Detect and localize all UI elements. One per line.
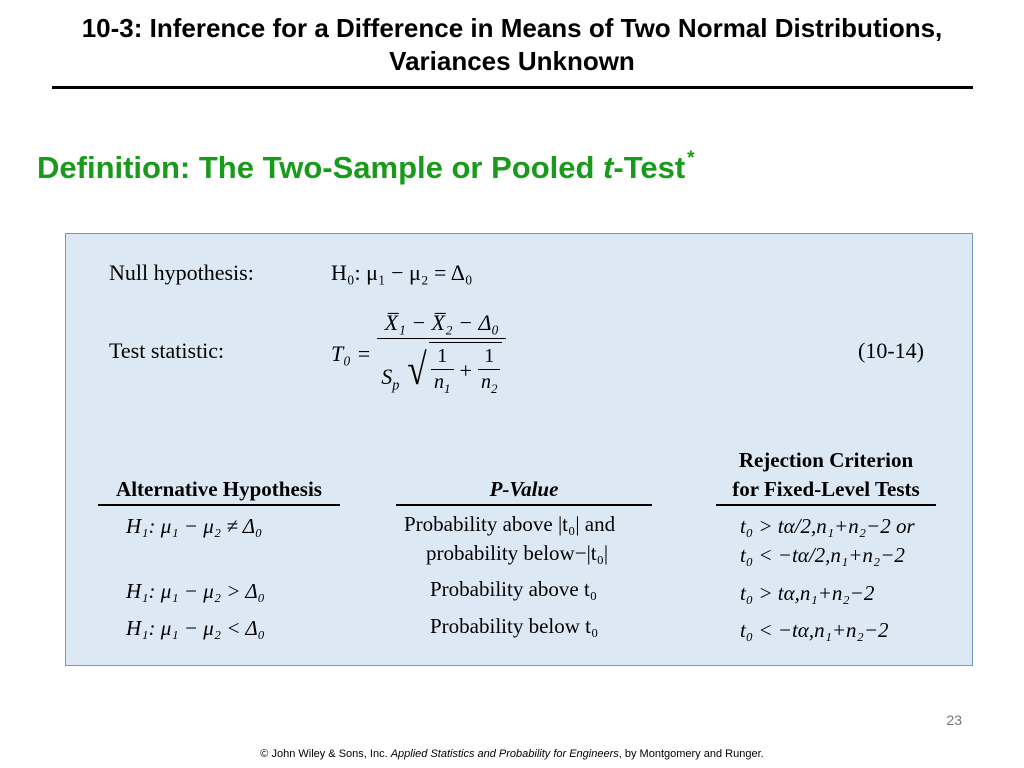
heading-suffix: -Test bbox=[613, 150, 686, 185]
header-rule-pvalue bbox=[396, 504, 652, 506]
null-hypothesis-expression: H₀: μ₁ − μ₂ = Δ₀ bbox=[331, 260, 473, 285]
header-p-value: P-Value bbox=[489, 477, 559, 501]
page-number: 23 bbox=[946, 712, 962, 728]
row1-pvalue-line1: Probability above |t₀| and bbox=[404, 512, 616, 536]
sqrt-symbol: √ bbox=[407, 344, 427, 394]
test-statistic-label: Test statistic: bbox=[109, 338, 225, 363]
heading-t: t bbox=[603, 150, 614, 185]
one-over-n1: $\frac{1}{n_1}$ bbox=[431, 345, 454, 397]
row1-rejection-line1: t₀ > tα/2,n₁+n₂−2 or bbox=[740, 514, 915, 538]
slide-title: 10-3: Inference for a Difference in Means of Two Normal Distributions, Variances Unknown bbox=[81, 13, 943, 76]
header-rule-alt bbox=[98, 504, 340, 506]
title-underline bbox=[52, 86, 973, 89]
equation-number: (10-14) bbox=[858, 338, 924, 363]
row1-rejection-line2: t₀ < −tα/2,n₁+n₂−2 bbox=[740, 543, 905, 567]
definition-box bbox=[65, 233, 973, 666]
row3-pvalue: Probability below t₀ bbox=[430, 614, 599, 638]
statistic-numerator: X̅₁ − X̅₂ − Δ₀ bbox=[384, 310, 500, 335]
heading-prefix: Definition: The Two-Sample or Pooled bbox=[37, 150, 604, 185]
footer-book-title: Applied Statistics and Probability for Engineers bbox=[390, 748, 619, 760]
footer-copyright: © John Wiley & Sons, Inc. bbox=[260, 748, 391, 760]
statistic-lhs: T₀ = bbox=[331, 340, 372, 366]
null-hypothesis-label: Null hypothesis: bbox=[109, 260, 254, 285]
test-statistic-formula bbox=[331, 310, 506, 397]
row2-rejection: t₀ > tα,n₁+n₂−2 bbox=[740, 581, 875, 605]
header-rule-rejection bbox=[716, 504, 936, 506]
statistic-fraction bbox=[377, 310, 506, 397]
pooled-sd: $S_p$ bbox=[381, 363, 400, 393]
row1-alternative: H₁: μ₁ − μ₂ ≠ Δ₀ bbox=[126, 514, 263, 538]
row3-rejection: t₀ < −tα,n₁+n₂−2 bbox=[740, 618, 889, 642]
footer-citation bbox=[0, 748, 1024, 760]
statistic-denominator bbox=[377, 338, 506, 397]
row2-pvalue: Probability above t₀ bbox=[430, 577, 598, 601]
header-rejection-line2: for Fixed-Level Tests bbox=[732, 477, 920, 501]
row3-alternative: H₁: μ₁ − μ₂ < Δ₀ bbox=[126, 616, 265, 640]
footer-authors: , by Montgomery and Runger. bbox=[618, 748, 764, 760]
sqrt-term: √ $\frac{1}{n_1}$ + $\frac{1}{n_2}$ bbox=[405, 342, 503, 397]
header-rejection-line1: Rejection Criterion bbox=[738, 448, 914, 472]
header-alternative-hypothesis: Alternative Hypothesis bbox=[116, 477, 322, 501]
row1-pvalue-line2: probability below−|t₀| bbox=[426, 541, 609, 565]
definition-heading bbox=[37, 150, 695, 186]
heading-footnote-mark: * bbox=[687, 148, 695, 169]
row2-alternative: H₁: μ₁ − μ₂ > Δ₀ bbox=[126, 579, 265, 603]
one-over-n2: $\frac{1}{n_2}$ bbox=[478, 345, 501, 397]
